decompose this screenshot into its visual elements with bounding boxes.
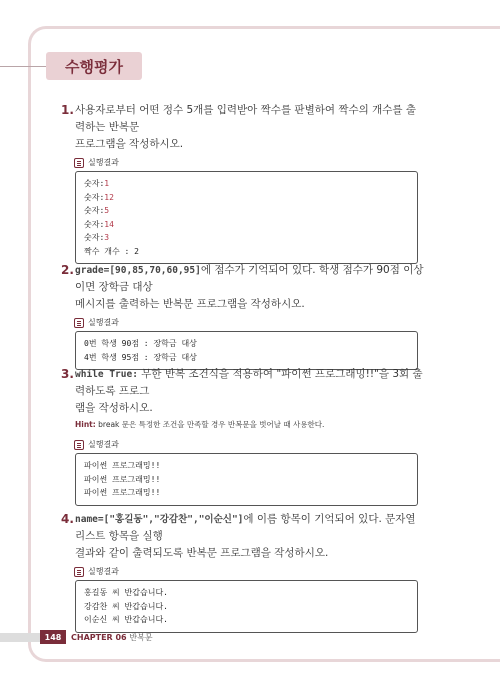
- footer-bar: [0, 633, 40, 642]
- document-icon: [74, 567, 84, 577]
- question-text: name=["홍길동","강감찬","이순신"]에 이름 항목이 기억되어 있다. 문자열 리스트 항목을 실행: [75, 513, 416, 542]
- document-icon: [74, 440, 84, 450]
- question-text: 메시지를 출력하는 반복문 프로그램을 작성하시오.: [75, 298, 305, 310]
- question-number: 4.: [61, 512, 74, 526]
- question-number: 1.: [61, 103, 74, 117]
- question-text: grade=[90,85,70,60,95]에 점수가 기억되어 있다. 학생 점수가 90점 이상이면 장학금 대상: [75, 264, 424, 293]
- inline-code: grade=[90,85,70,60,95]: [75, 265, 201, 276]
- question-text: 프로그램을 작성하시오.: [75, 138, 184, 150]
- output-line: 짝수 개수 : 2: [84, 246, 139, 256]
- page-number: 148: [40, 630, 66, 644]
- output-line: 파이썬 프로그래밍!!: [84, 474, 161, 484]
- result-box: [75, 171, 418, 264]
- question-2: [61, 262, 426, 370]
- section-title: 수행평가: [46, 52, 142, 80]
- run-result-label: 실행결과: [74, 439, 426, 450]
- question-text: 램을 작성하시오.: [75, 402, 153, 414]
- result-box: [75, 453, 418, 506]
- question-number: 2.: [61, 263, 74, 277]
- question-text: 결과와 같이 출력되도록 반복문 프로그램을 작성하시오.: [75, 547, 329, 559]
- output-line: 0번 학생 90점 : 장학금 대상: [84, 339, 197, 348]
- result-box: [75, 331, 418, 370]
- question-text: 사용자로부터 어떤 정수 5개를 입력받아 짝수를 판별하여 짝수의 개수를 출력하는 반복문: [75, 104, 417, 133]
- chapter-label: CHAPTER 06 반복문: [71, 633, 153, 642]
- hint: Hint: break 문은 특정한 조건을 만족할 경우 반복문을 벗어날 때 사용한다.: [75, 420, 325, 429]
- output-line: 이순신 씨 반갑습니다.: [84, 615, 169, 624]
- run-result-label: 실행결과: [74, 157, 426, 168]
- output-line: 숫자:14: [84, 219, 114, 229]
- section-header: [0, 52, 142, 80]
- output-line: 숫자:1: [84, 179, 110, 188]
- document-icon: [74, 318, 84, 328]
- run-result-label: 실행결과: [74, 566, 426, 577]
- question-3: [61, 366, 426, 506]
- question-text: while True: 무한 반복 조건식을 적용하여 "파이썬 프로그래밍!!"을 3회 출력하도록 프로그: [75, 368, 423, 397]
- output-line: 4번 학생 95점 : 장학금 대상: [84, 352, 197, 362]
- question-number: 3.: [61, 367, 74, 381]
- output-line: 홍길동 씨 반갑습니다.: [84, 588, 169, 597]
- output-line: 강감찬 씨 반갑습니다.: [84, 601, 169, 611]
- output-line: 숫자:12: [84, 192, 114, 202]
- question-1: [61, 102, 426, 264]
- run-result-label: 실행결과: [74, 317, 426, 328]
- inline-code: name=["홍길동","강감찬","이순신"]: [75, 514, 244, 525]
- output-line: 숫자:5: [84, 206, 110, 215]
- inline-code: while True:: [75, 369, 138, 380]
- output-line: 파이썬 프로그래밍!!: [84, 488, 161, 497]
- question-4: [61, 511, 426, 633]
- document-icon: [74, 158, 84, 168]
- output-line: 파이썬 프로그래밍!!: [84, 461, 161, 470]
- output-line: 숫자:3: [84, 233, 110, 242]
- result-box: [75, 580, 418, 633]
